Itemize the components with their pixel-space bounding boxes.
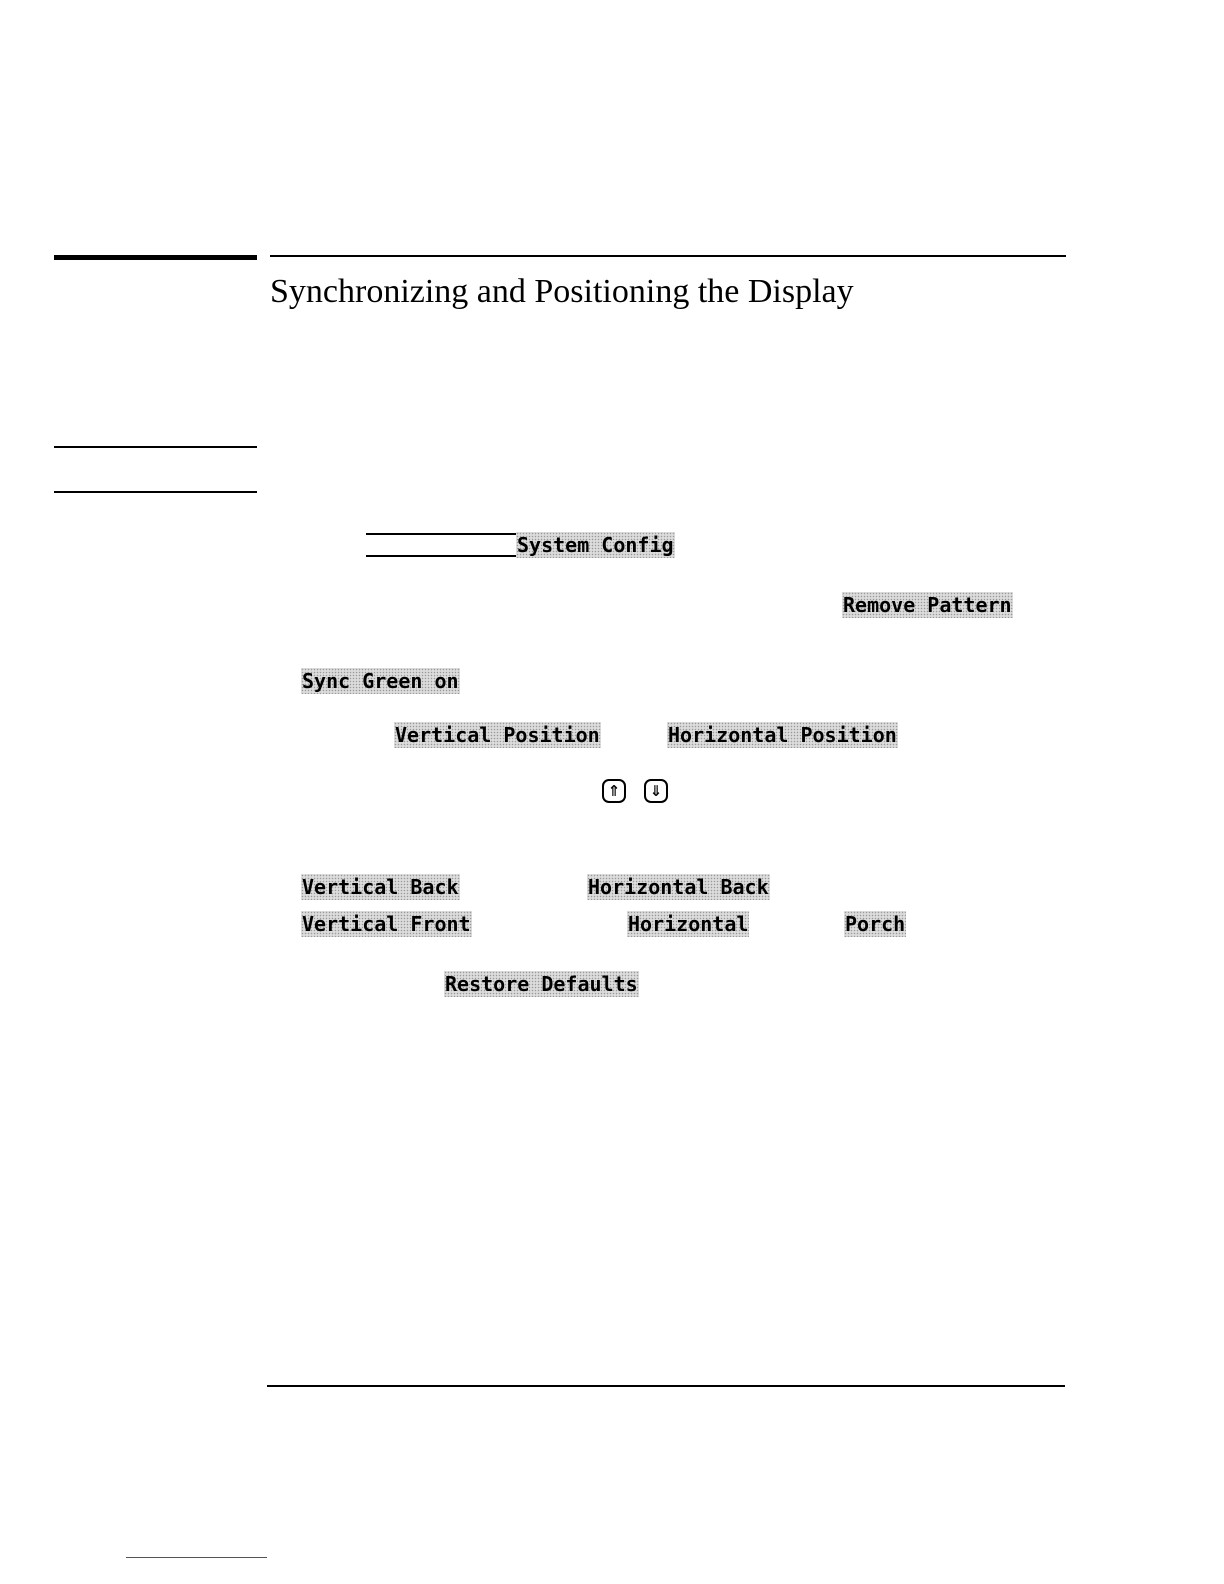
footer-rule xyxy=(267,1385,1065,1387)
restore-defaults-softkey[interactable]: Restore Defaults xyxy=(445,972,638,996)
vertical-position-softkey[interactable]: Vertical Position xyxy=(395,723,600,747)
down-arrow-key-icon[interactable]: ⇓ xyxy=(644,779,668,803)
hardkey-rule-top xyxy=(366,533,516,535)
margin-thick-rule xyxy=(54,255,257,260)
margin-rule-top xyxy=(54,446,257,448)
margin-rule-bottom xyxy=(54,491,257,493)
system-config-softkey[interactable]: System Config xyxy=(517,533,674,557)
remove-pattern-softkey[interactable]: Remove Pattern xyxy=(843,593,1012,617)
vertical-back-porch-softkey[interactable]: Vertical Back xyxy=(302,875,459,899)
horizontal-back-porch-softkey[interactable]: Horizontal Back xyxy=(588,875,769,899)
hardkey-rule-bottom xyxy=(366,555,516,557)
vertical-front-porch-softkey[interactable]: Vertical Front xyxy=(302,912,471,936)
horizontal-front-porch-softkey[interactable]: Horizontal xyxy=(628,912,749,936)
porch-softkey-label[interactable]: Porch xyxy=(845,912,906,936)
page-title: Synchronizing and Positioning the Display xyxy=(270,273,854,310)
sync-green-on-softkey[interactable]: Sync Green on xyxy=(302,669,459,693)
footer-short-rule xyxy=(126,1557,267,1558)
up-arrow-key-icon[interactable]: ⇑ xyxy=(602,779,626,803)
horizontal-position-softkey[interactable]: Horizontal Position xyxy=(668,723,897,747)
header-rule xyxy=(270,255,1066,257)
